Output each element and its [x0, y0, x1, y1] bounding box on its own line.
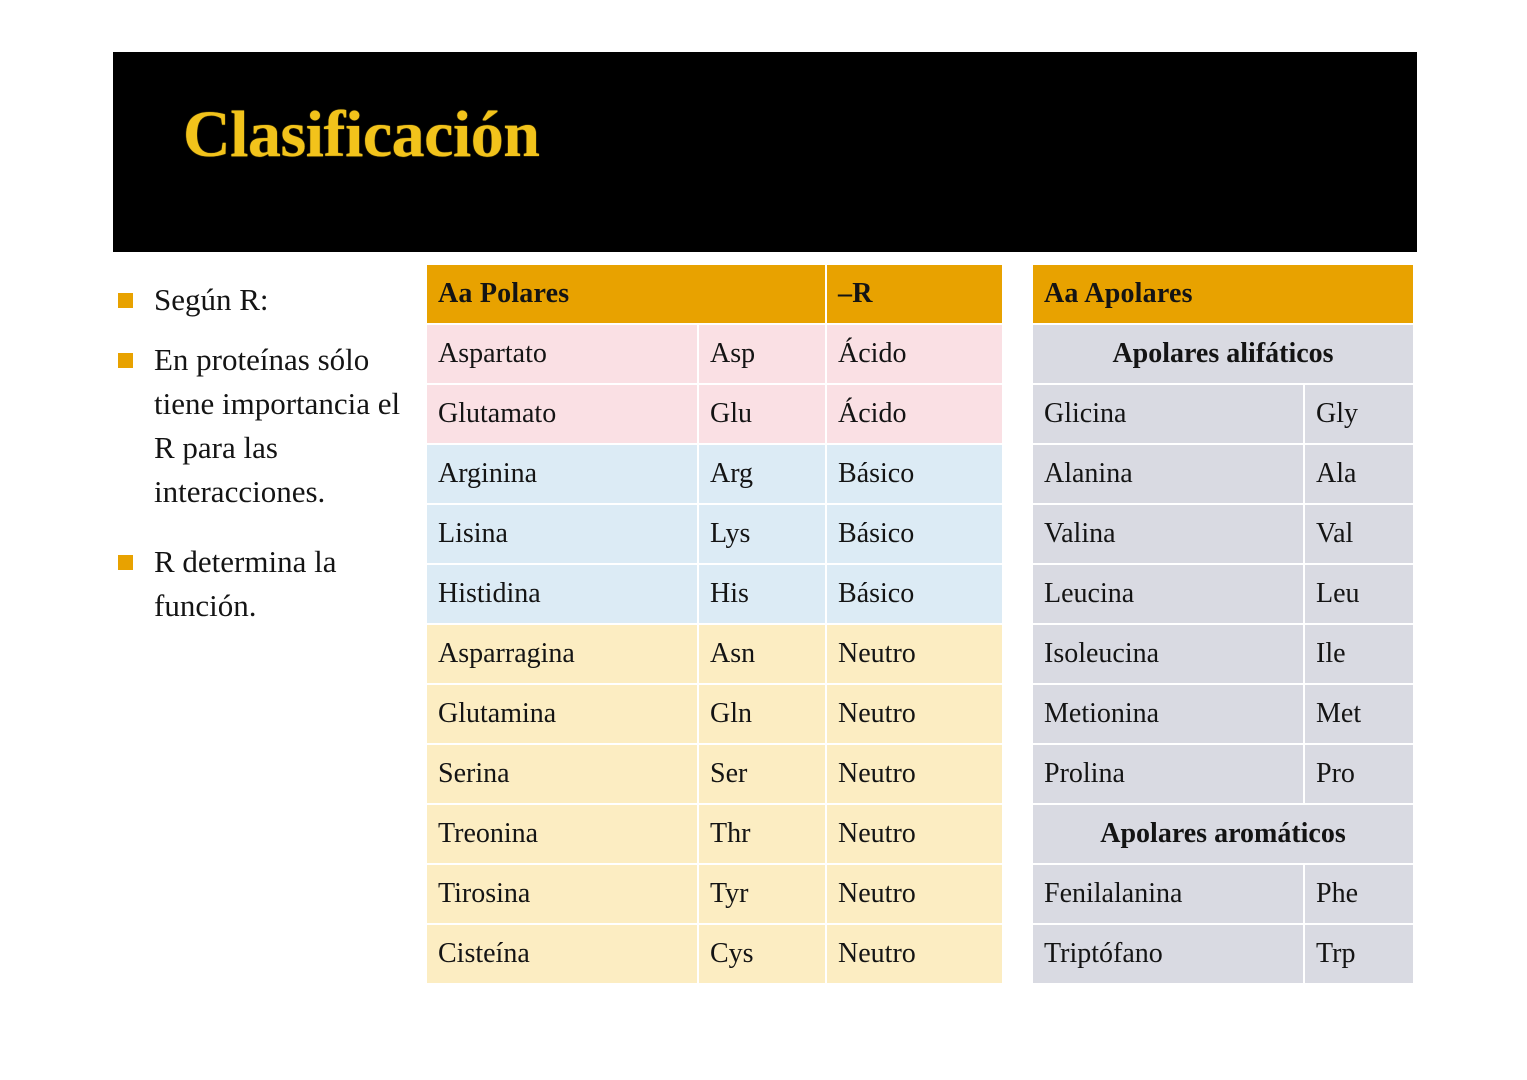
aminoacid-name: Tirosina [427, 865, 697, 923]
table-subheader-row [1033, 325, 1413, 383]
aminoacid-abbr: Phe [1305, 865, 1413, 923]
aminoacid-abbr: Tyr [699, 865, 825, 923]
aminoacid-type: Básico [827, 505, 1002, 563]
table-body [1033, 325, 1413, 983]
aminoacid-abbr: Arg [699, 445, 825, 503]
aminoacid-type: Neutro [827, 745, 1002, 803]
aminoacid-type: Neutro [827, 685, 1002, 743]
table-row [1033, 745, 1413, 803]
bullet-list [118, 278, 418, 644]
aminoacid-abbr: Lys [699, 505, 825, 563]
column-header-r: –R [827, 265, 1002, 323]
bullet-square-icon [118, 293, 133, 308]
column-header-aa-apolares: Aa Apolares [1033, 265, 1413, 323]
aminoacid-type: Ácido [827, 385, 1002, 443]
aminoacid-abbr: Met [1305, 685, 1413, 743]
bullet-text: Según R: [154, 282, 269, 317]
aminoacid-abbr: Glu [699, 385, 825, 443]
aminoacid-type: Ácido [827, 325, 1002, 383]
aminoacid-abbr: Ile [1305, 625, 1413, 683]
aminoacid-abbr: Pro [1305, 745, 1413, 803]
aminoacid-name: Glutamato [427, 385, 697, 443]
subgroup-label: Apolares aromáticos [1033, 805, 1413, 863]
aminoacid-name: Prolina [1033, 745, 1303, 803]
aminoacid-type: Neutro [827, 625, 1002, 683]
aminoacid-abbr: Asp [699, 325, 825, 383]
aminoacid-name: Triptófano [1033, 925, 1303, 983]
table-row [427, 925, 1002, 983]
bullet-item [118, 338, 418, 514]
table-row [1033, 565, 1413, 623]
aminoacid-abbr: Thr [699, 805, 825, 863]
title-banner [113, 52, 1417, 252]
bullet-item [118, 540, 418, 628]
bullet-item [118, 278, 418, 322]
table-row [427, 625, 1002, 683]
table-row [427, 505, 1002, 563]
aminoacid-abbr: Leu [1305, 565, 1413, 623]
aminoacid-name: Cisteína [427, 925, 697, 983]
bullet-text: En proteínas sólo tiene importancia el R para las interacciones. [154, 342, 401, 510]
subgroup-label: Apolares alifáticos [1033, 325, 1413, 383]
table-row [1033, 685, 1413, 743]
table-header-row [1033, 265, 1413, 323]
aminoacid-name: Aspartato [427, 325, 697, 383]
aminoacid-name: Valina [1033, 505, 1303, 563]
column-header-aa-polares: Aa Polares [427, 265, 825, 323]
table-row [427, 865, 1002, 923]
table-row [1033, 925, 1413, 983]
table-row [1033, 385, 1413, 443]
aminoacid-name: Treonina [427, 805, 697, 863]
bullet-square-icon [118, 353, 133, 368]
aminoacid-name: Isoleucina [1033, 625, 1303, 683]
aminoacid-abbr: His [699, 565, 825, 623]
aminoacid-abbr: Gln [699, 685, 825, 743]
table-row [427, 325, 1002, 383]
aminoacid-abbr: Ala [1305, 445, 1413, 503]
bullet-text: R determina la función. [154, 544, 337, 624]
aminoacid-type: Neutro [827, 925, 1002, 983]
table-subheader-row [1033, 805, 1413, 863]
aminoacid-name: Arginina [427, 445, 697, 503]
aminoacid-type: Básico [827, 565, 1002, 623]
aminoacid-abbr: Val [1305, 505, 1413, 563]
aminoacid-name: Glicina [1033, 385, 1303, 443]
table-row [427, 385, 1002, 443]
aminoacid-name: Alanina [1033, 445, 1303, 503]
aminoacid-name: Asparragina [427, 625, 697, 683]
aminoacid-name: Leucina [1033, 565, 1303, 623]
aminoacid-name: Lisina [427, 505, 697, 563]
table-row [1033, 445, 1413, 503]
aminoacid-abbr: Cys [699, 925, 825, 983]
table-body [427, 325, 1002, 983]
table-row [427, 445, 1002, 503]
aminoacid-name: Metionina [1033, 685, 1303, 743]
aminoacid-type: Neutro [827, 805, 1002, 863]
aminoacid-abbr: Ser [699, 745, 825, 803]
table-aa-polares [425, 263, 1004, 985]
table-row [1033, 505, 1413, 563]
aminoacid-name: Glutamina [427, 685, 697, 743]
table-row [427, 565, 1002, 623]
aminoacid-name: Serina [427, 745, 697, 803]
page-title: Clasificación [183, 98, 540, 171]
table-row [1033, 865, 1413, 923]
aminoacid-abbr: Trp [1305, 925, 1413, 983]
table-row [427, 805, 1002, 863]
aminoacid-type: Neutro [827, 865, 1002, 923]
table-row [427, 685, 1002, 743]
aminoacid-type: Básico [827, 445, 1002, 503]
bullet-square-icon [118, 555, 133, 570]
table-header-row [427, 265, 1002, 323]
aminoacid-abbr: Asn [699, 625, 825, 683]
table-row [427, 745, 1002, 803]
aminoacid-name: Histidina [427, 565, 697, 623]
table-aa-apolares [1031, 263, 1415, 985]
table-row [1033, 625, 1413, 683]
aminoacid-abbr: Gly [1305, 385, 1413, 443]
aminoacid-name: Fenilalanina [1033, 865, 1303, 923]
